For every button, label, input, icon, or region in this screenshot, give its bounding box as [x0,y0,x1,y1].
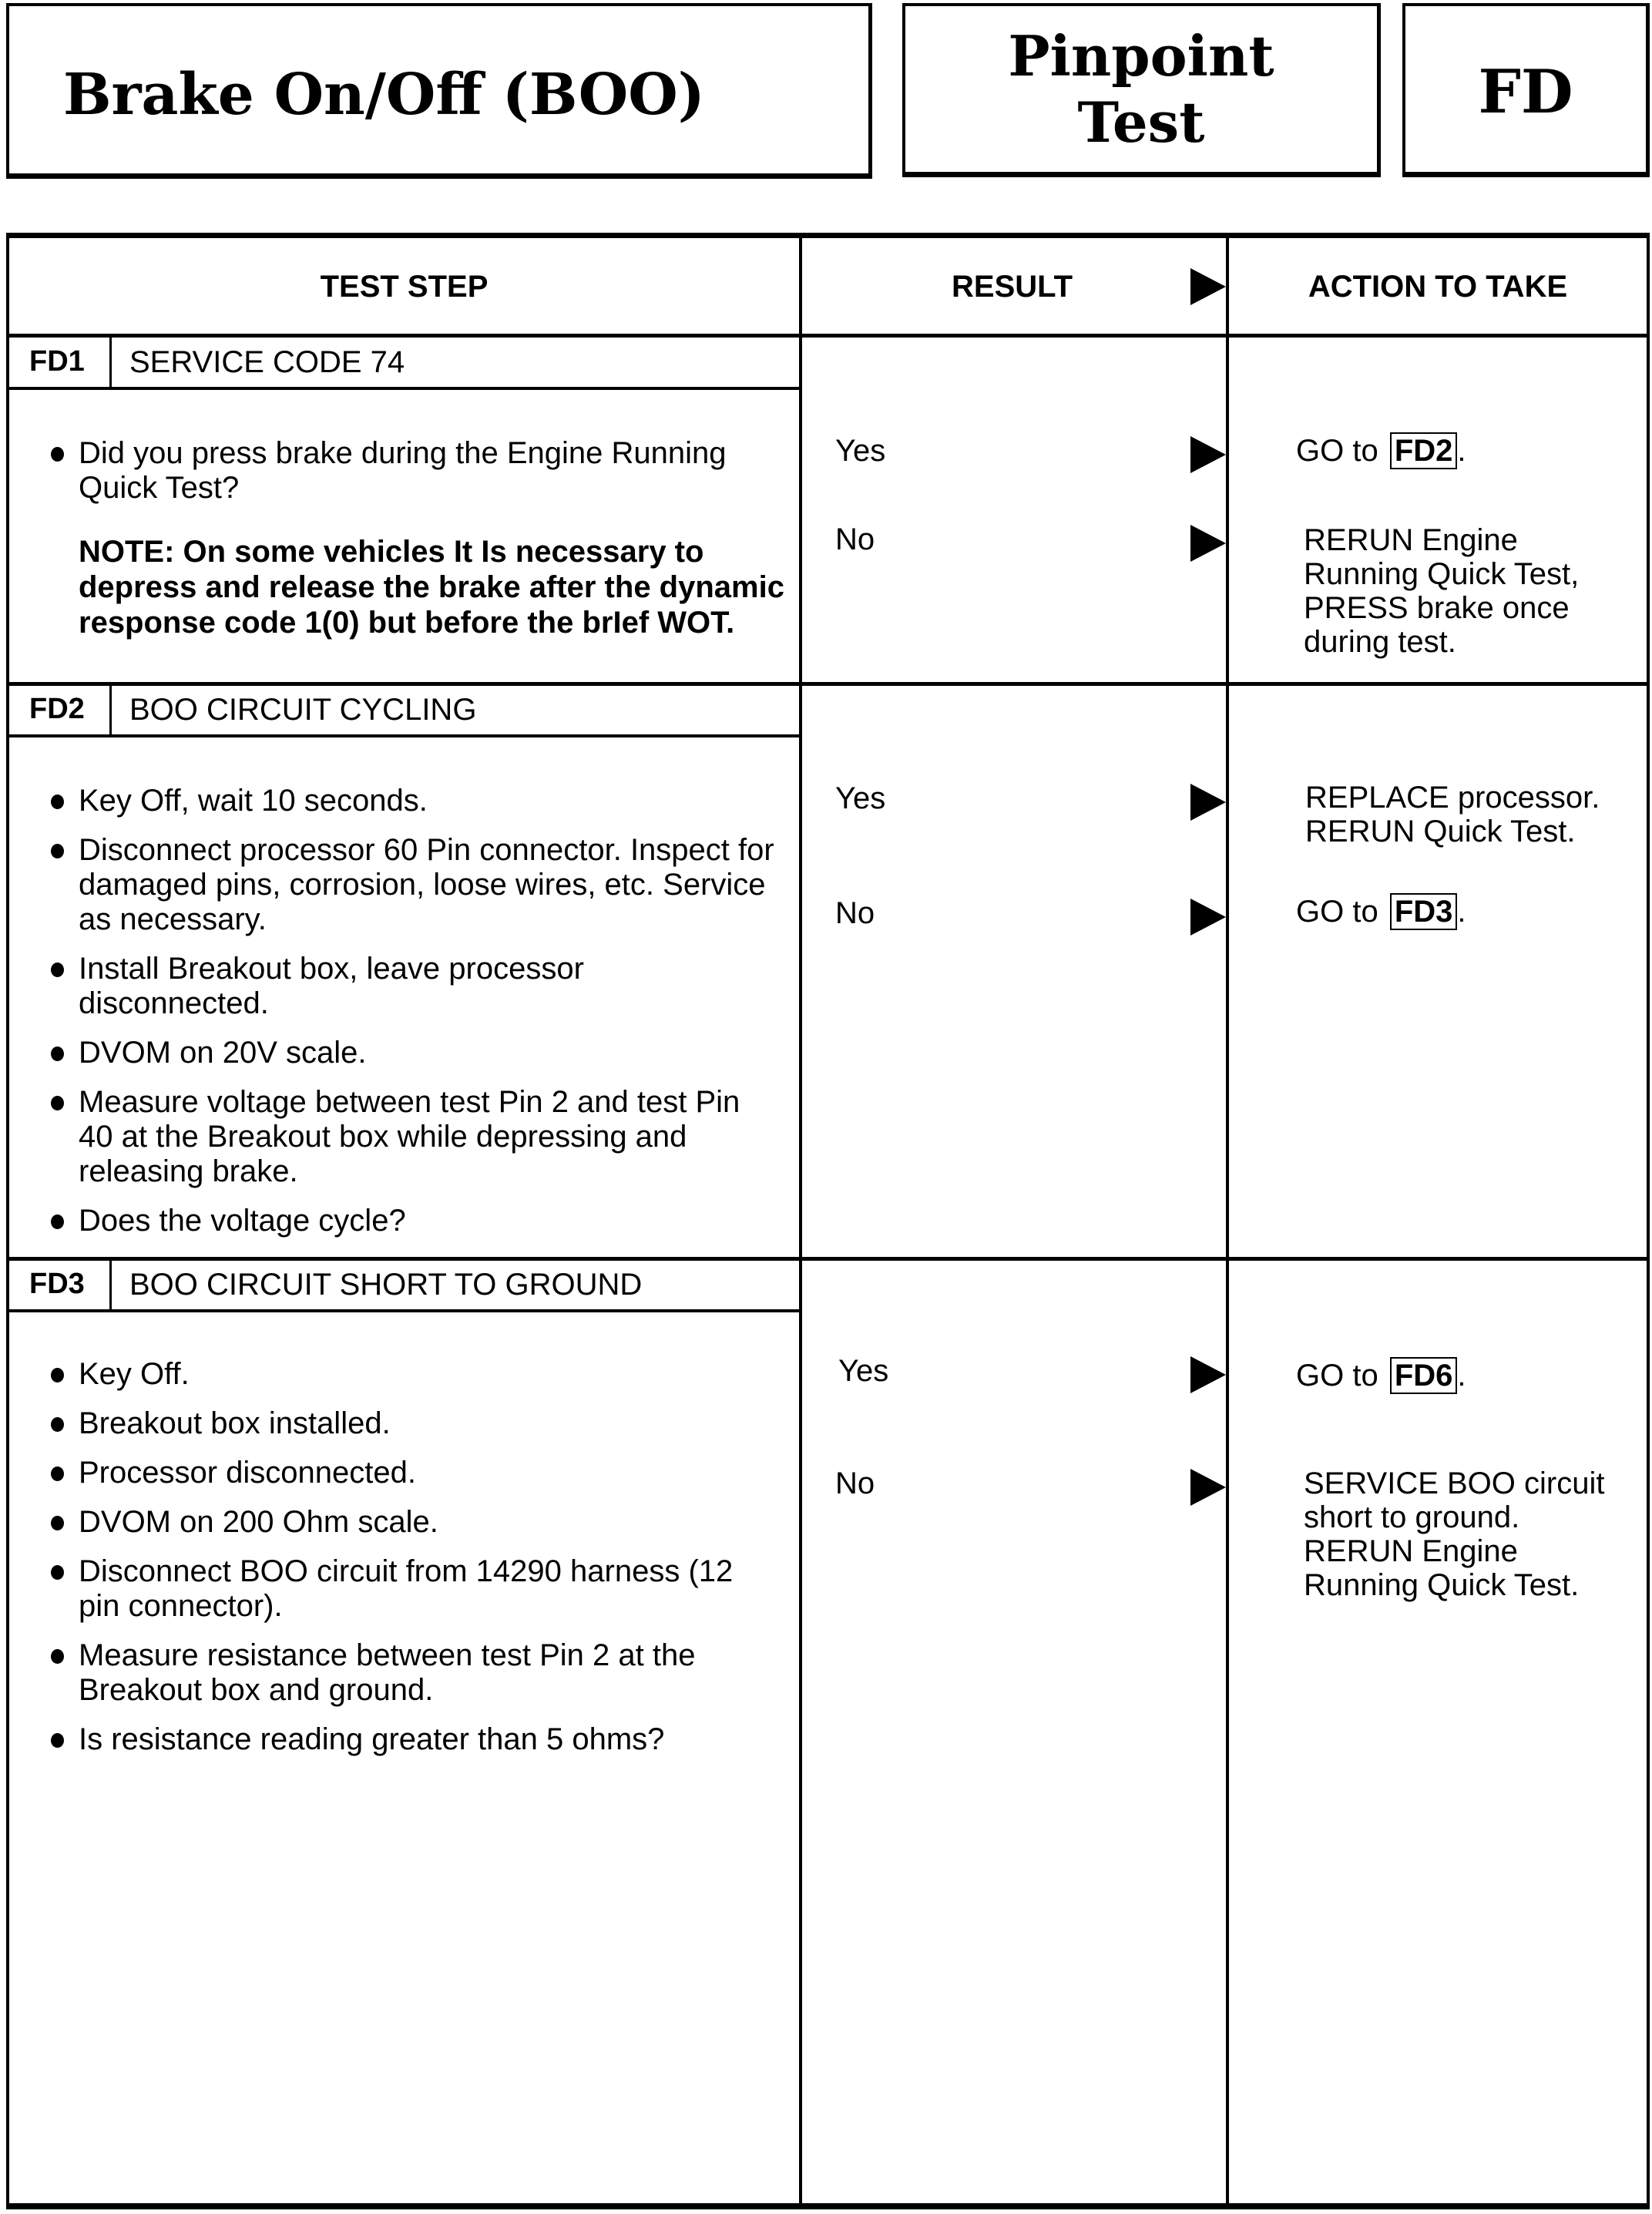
result-arrow-icon [1190,1356,1226,1393]
bullet-icon [51,1368,64,1382]
result-arrow-icon [1190,899,1226,936]
column-header-test-step: TEST STEP [320,269,489,304]
step-title-underline [9,734,799,737]
instruction-item: Measure voltage between test Pin 2 and test Pin 40 at the Breakout box while depressing and releasing brake. [40,1085,780,1189]
bullet-icon [51,447,64,462]
action-go-to: GO to FD3 . [1296,895,1466,929]
step-title: SERVICE CODE 74 [129,345,405,379]
step-instructions [40,436,780,520]
step-reference-fd3[interactable]: FD3 [1390,893,1458,930]
instruction-item: Install Breakout box, leave processor disconnected. [40,952,780,1021]
test-type-label [905,23,1377,156]
bullet-icon [51,963,64,977]
column-divider-result [799,238,802,2203]
step-instructions [40,1357,780,1772]
column-divider-action [1226,238,1229,2203]
step-note: NOTE: On some vehicles It Is necessary to depress and release the brake after the dynamic response code 1(0) but before the brIef WOT. [79,535,784,640]
bullet-icon [51,1215,64,1229]
step-title: BOO CIRCUIT CYCLING [129,693,477,727]
procedure-title-box [6,3,872,179]
action-text: REPLACE processor. RERUN Quick Test. [1305,781,1600,848]
result-arrow-icon [1190,525,1226,562]
action-go-to: GO to FD6 . [1296,1359,1466,1393]
result-arrow-icon [1190,436,1226,473]
action-text: RERUN Engine Running Quick Test, PRESS brake once during test. [1304,523,1580,659]
bullet-icon [51,1649,64,1664]
header-arrow-icon [1190,268,1226,305]
test-type-box [902,3,1381,177]
instruction-item: Key Off, wait 10 seconds. [40,784,780,818]
bullet-icon [51,844,64,858]
instruction-item: Key Off. [40,1357,780,1392]
result-no: No [835,522,875,556]
step-title: BOO CIRCUIT SHORT TO GROUND [129,1268,643,1302]
step-instructions [40,784,780,1253]
step-reference-fd2[interactable]: FD2 [1390,432,1458,469]
pinpoint-test-table [6,233,1650,2209]
test-code: FD [1478,57,1573,127]
result-arrow-icon [1190,784,1226,821]
result-yes: Yes [838,1354,889,1388]
column-header-result [802,238,1226,335]
result-yes: Yes [835,434,886,468]
instruction-item: Does the voltage cycle? [40,1204,780,1238]
action-go-to: GO to FD2 . [1296,434,1466,468]
procedure-title: Brake On/Off (BOO) [63,62,705,128]
step-title-underline [9,387,799,390]
bullet-icon [51,1516,64,1530]
step-id: FD1 [29,345,85,378]
column-header-action: ACTION TO TAKE [1308,269,1568,304]
action-text: SERVICE BOO circuit short to ground. RERUN Engine Running Quick Test. [1304,1466,1605,1602]
instruction-item: Disconnect processor 60 Pin connector. Inspect for damaged pins, corrosion, loose wires, etc. Service as necessary. [40,833,780,937]
bullet-icon [51,795,64,809]
step-id-divider [109,338,112,388]
result-yes: Yes [835,781,886,815]
result-no: No [835,1466,875,1500]
instruction-item: Measure resistance between test Pin 2 at the Breakout box and ground. [40,1638,780,1708]
test-type-line1: Pinpoint [1008,23,1274,89]
step-id: FD2 [29,693,85,725]
step-divider [9,682,1647,686]
step-id-divider [109,1260,112,1310]
test-type-line2: Test [1077,89,1205,155]
step-id: FD3 [29,1268,85,1300]
instruction-item: Is resistance reading greater than 5 ohms? [40,1722,780,1757]
column-header-result-label: RESULT [952,269,1073,304]
result-no: No [835,896,875,930]
instruction-item: DVOM on 20V scale. [40,1036,780,1070]
header-row-divider [9,334,1647,338]
step-divider [9,1257,1647,1261]
instruction-item: Breakout box installed. [40,1406,780,1441]
bullet-icon [51,1417,64,1432]
bullet-icon [51,1047,64,1061]
test-code-box [1402,3,1650,177]
result-arrow-icon [1190,1469,1226,1506]
instruction-item: Disconnect BOO circuit from 14290 harness (12 pin connector). [40,1554,780,1624]
step-title-underline [9,1309,799,1312]
bullet-icon [51,1096,64,1110]
instruction-item: Processor disconnected. [40,1456,780,1490]
step-reference-fd6[interactable]: FD6 [1390,1357,1458,1394]
bullet-icon [51,1466,64,1481]
instruction-item: Did you press brake during the Engine Running Quick Test? [40,436,780,506]
bullet-icon [51,1565,64,1580]
instruction-item: DVOM on 200 Ohm scale. [40,1505,780,1540]
bullet-icon [51,1733,64,1748]
step-id-divider [109,685,112,735]
